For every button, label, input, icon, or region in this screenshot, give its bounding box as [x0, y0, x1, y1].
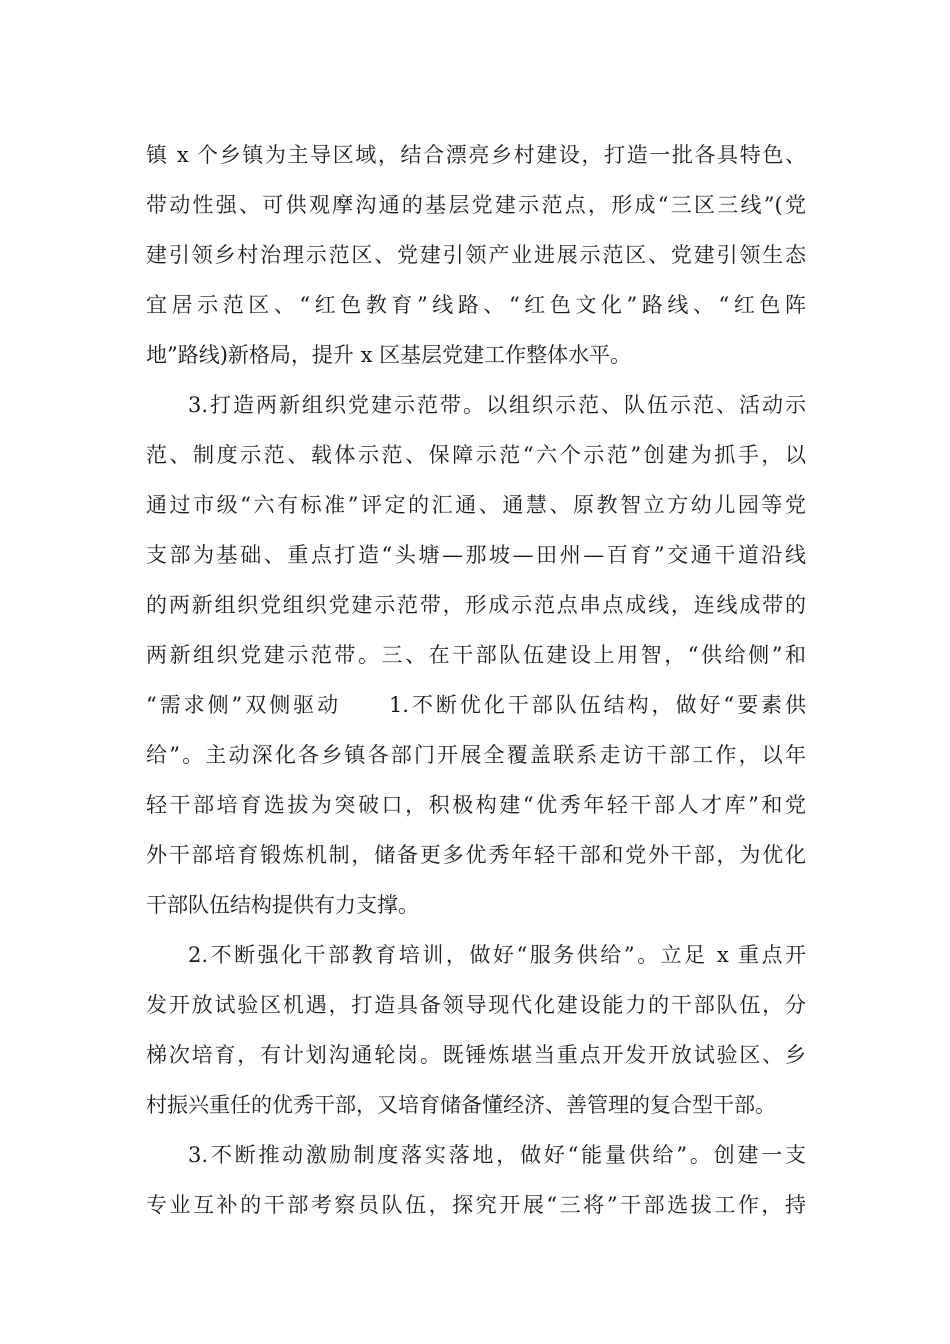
text-line: 带动性强、可供观摩沟通的基层党建示范点，形成“三区三线”(党	[146, 193, 806, 217]
text-line: 范、制度示范、载体示范、保障示范“六个示范”创建为抓手，以	[146, 443, 806, 467]
document-body	[146, 130, 806, 1230]
text-line: “需求侧”双侧驱动 1.不断优化干部队伍结构，做好“要素供	[146, 693, 806, 717]
text-line: 干部队伍结构提供有力支撑。	[146, 893, 419, 917]
text-line: 通过市级“六有标准”评定的汇通、通慧、原教智立方幼儿园等党	[146, 493, 806, 517]
text-line: 3.不断推动激励制度落实落地，做好“能量供给”。创建一支	[188, 1143, 806, 1167]
text-line: 宜居示范区、“红色教育”线路、“红色文化”路线、“红色阵	[146, 293, 806, 317]
text-line: 支部为基础、重点打造“头塘—那坡—田州—百育”交通干道沿线	[146, 543, 806, 567]
text-line: 2.不断强化干部教育培训，做好“服务供给”。立足 x 重点开	[188, 943, 806, 967]
text-line: 专业互补的干部考察员队伍，探究开展“三将”干部选拔工作，持	[146, 1193, 806, 1217]
text-line: 3.打造两新组织党建示范带。以组织示范、队伍示范、活动示	[188, 393, 806, 417]
text-line: 地”路线)新格局，提升 x 区基层党建工作整体水平。	[146, 343, 632, 367]
text-line: 梯次培育，有计划沟通轮岗。既锤炼堪当重点开发开放试验区、乡	[146, 1043, 806, 1067]
text-line: 发开放试验区机遇，打造具备领导现代化建设能力的干部队伍，分	[146, 993, 806, 1017]
text-line: 给”。主动深化各乡镇各部门开展全覆盖联系走访干部工作，以年	[146, 743, 806, 767]
text-line: 镇 x 个乡镇为主导区域，结合漂亮乡村建设，打造一批各具特色、	[146, 143, 806, 167]
text-line: 的两新组织党组织党建示范带，形成示范点串点成线，连线成带的	[146, 593, 806, 617]
text-line: 村振兴重任的优秀干部，又培育储备懂经济、善管理的复合型干部。	[146, 1093, 776, 1117]
text-line: 建引领乡村治理示范区、党建引领产业进展示范区、党建引领生态	[146, 243, 806, 267]
text-line: 外干部培育锻炼机制，储备更多优秀年轻干部和党外干部，为优化	[146, 843, 806, 867]
text-line: 两新组织党建示范带。三、在干部队伍建设上用智，“供给侧”和	[146, 643, 806, 667]
text-line: 轻干部培育选拔为突破口，积极构建“优秀年轻干部人才库”和党	[146, 793, 806, 817]
